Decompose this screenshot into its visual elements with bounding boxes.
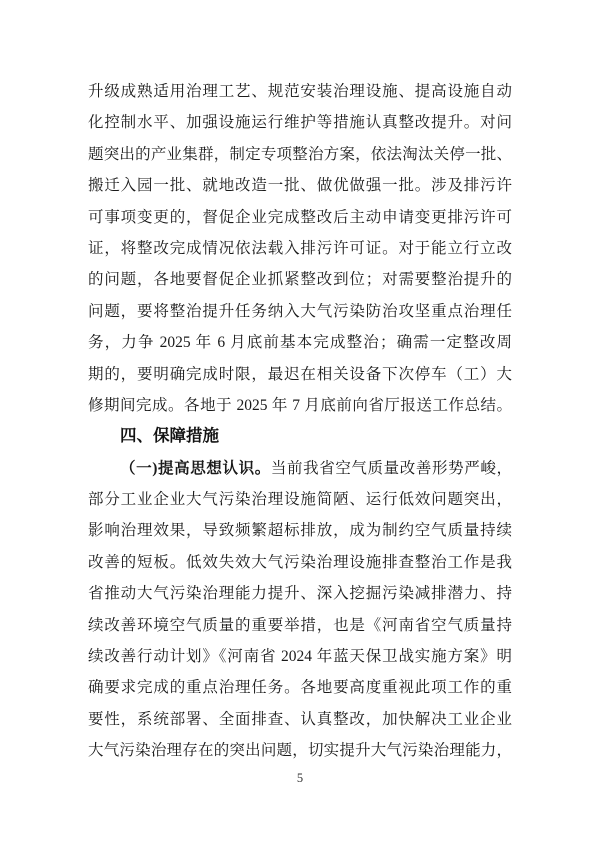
- text-line: 的问题，各地要督促企业抓紧整改到位；对需要整治提升的: [88, 271, 512, 289]
- text-line: 部分工业企业大气污染治理设施简陋、运行低效问题突出，: [88, 491, 512, 509]
- text-line: 省推动大气污染治理能力提升、深入挖掘污染减排潜力、持: [88, 585, 512, 603]
- text-line: 续改善行动计划》《河南省 2024 年蓝天保卫战实施方案》明: [88, 648, 512, 666]
- subsection-lead: （一)提高思想认识。: [120, 459, 271, 477]
- text-run: 当前我省空气质量改善形势严峻，: [270, 459, 512, 477]
- text-line: 期的，要明确完成时限，最迟在相关设备下次停车（工）大: [88, 365, 512, 383]
- text-line: 可事项变更的，督促企业完成整改后主动申请变更排污许可: [88, 208, 512, 226]
- text-line: 续改善环境空气质量的重要举措，也是《河南省空气质量持: [88, 616, 512, 634]
- text-line: 确要求完成的重点治理任务。各地要高度重视此项工作的重: [88, 679, 512, 697]
- page-number: 5: [296, 771, 304, 785]
- text-line: 化控制水平、加强设施运行维护等措施认真整改提升。对问: [88, 114, 512, 132]
- text-line: [88, 453, 512, 484]
- text-line: 要性，系统部署、全面排查、认真整改，加快解决工业企业: [88, 710, 512, 728]
- text-line: 大气污染治理存在的突出问题，切实提升大气污染治理能力，: [88, 742, 512, 760]
- section-heading: 四、保障措施: [120, 427, 219, 446]
- text-line: 改善的短板。低效失效大气污染治理设施排查整治工作是我: [88, 553, 512, 571]
- text-line: 修期间完成。各地于 2025 年 7 月底前向省厅报送工作总结。: [88, 396, 512, 414]
- text-line: 证，将整改完成情况依法载入排污许可证。对于能立行立改: [88, 239, 512, 257]
- text-line: 升级成熟适用治理工艺、规范安装治理设施、提高设施自动: [88, 83, 512, 100]
- text-line: 问题，要将整治提升任务纳入大气污染防治攻坚重点治理任: [88, 302, 512, 320]
- text-line: 务，力争 2025 年 6 月底前基本完成整治；确需一定整改周: [88, 334, 512, 352]
- text-line: 搬迁入园一批、就地改造一批、做优做强一批。涉及排污许: [88, 177, 512, 195]
- text-line: 影响治理效果，导致频繁超标排放，成为制约空气质量持续: [88, 522, 512, 540]
- text-line: 题突出的产业集群，制定专项整治方案，依法淘汰关停一批、: [88, 145, 512, 163]
- page-body-text: [88, 76, 512, 767]
